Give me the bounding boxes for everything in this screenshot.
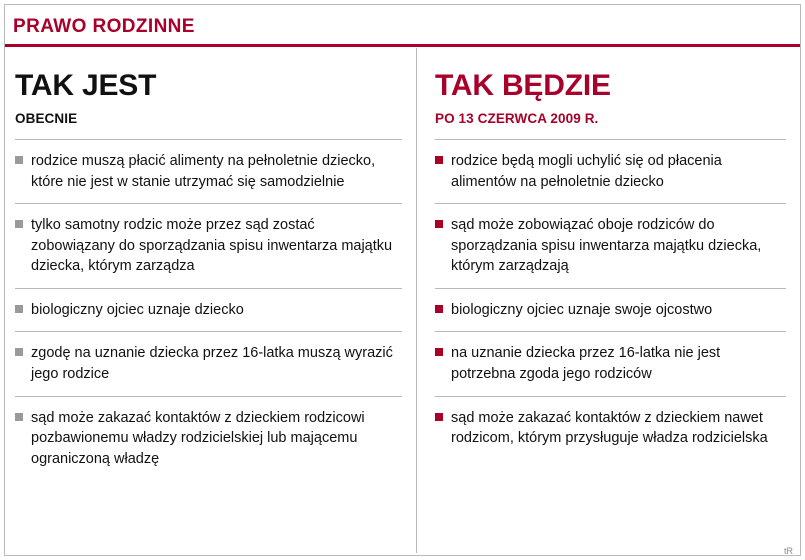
list-item-text: tylko samotny rodzic może przez sąd zostać zobowiązany do sporządzania spisu inwentarza majątku dziecka, którym zarządza: [31, 217, 393, 275]
square-bullet-icon: [15, 413, 23, 421]
column-current: [5, 48, 417, 553]
column-current-title: TAK JEST: [15, 69, 157, 102]
column-future-items: [435, 140, 786, 460]
square-bullet-icon: [435, 156, 443, 164]
square-bullet-icon: [15, 220, 23, 228]
list-item-text: na uznanie dziecka przez 16-latka nie jest potrzebna zgoda jego rodziców: [451, 345, 721, 383]
list-item-text: rodzice muszą płacić alimenty na pełnoletnie dziecko, które nie jest w stanie utrzymać się samodzielnie: [31, 153, 376, 190]
column-future-title: TAK BĘDZIE: [435, 69, 611, 102]
list-item-text: zgodę na uznanie dziecka przez 16-latka muszą wyrazić jego rodzice: [31, 345, 393, 383]
page-title: PRAWO RODZINNE: [13, 16, 195, 37]
column-future-subtitle: PO 13 CZERWCA 2009 R.: [435, 111, 599, 126]
list-item-text: biologiczny ojciec uznaje dziecko: [31, 301, 244, 318]
list-item-text: sąd może zakazać kontaktów z dzieckiem rodzicowi pozbawionemu władzy rodzicielskiej lub mającemu ograniczoną władzę: [31, 409, 365, 467]
list-item-text: rodzice będą mogli uchylić się od płacenia alimentów na pełnoletnie dziecko: [451, 153, 722, 190]
column-current-items: [15, 140, 402, 480]
list-item: [15, 204, 402, 289]
square-bullet-icon: [435, 348, 443, 356]
square-bullet-icon: [15, 156, 23, 164]
list-item: [15, 397, 402, 481]
header: [5, 5, 800, 47]
list-item-text: sąd może zobowiązać oboje rodziców do sporządzania spisu inwentarza majątku dziecka, którym zarządzają: [451, 217, 762, 275]
square-bullet-icon: [435, 305, 443, 313]
list-item: [435, 289, 786, 333]
square-bullet-icon: [15, 348, 23, 356]
list-item-text: biologiczny ojciec uznaje swoje ojcostwo: [451, 301, 713, 318]
list-item: [435, 140, 786, 204]
list-item: [435, 397, 786, 460]
column-future: [417, 48, 800, 553]
list-item: [15, 332, 402, 396]
comparison-columns: [5, 48, 800, 553]
list-item: [435, 332, 786, 396]
list-item: [15, 289, 402, 333]
list-item: [15, 140, 402, 204]
list-item-text: sąd może zakazać kontaktów z dzieckiem nawet rodzicom, którym przysługuje władza rodzicielska: [451, 409, 768, 447]
square-bullet-icon: [435, 413, 443, 421]
column-current-subtitle: OBECNIE: [15, 111, 78, 126]
list-item: [435, 204, 786, 289]
square-bullet-icon: [15, 305, 23, 313]
square-bullet-icon: [435, 220, 443, 228]
author-signature: tR: [784, 546, 793, 556]
